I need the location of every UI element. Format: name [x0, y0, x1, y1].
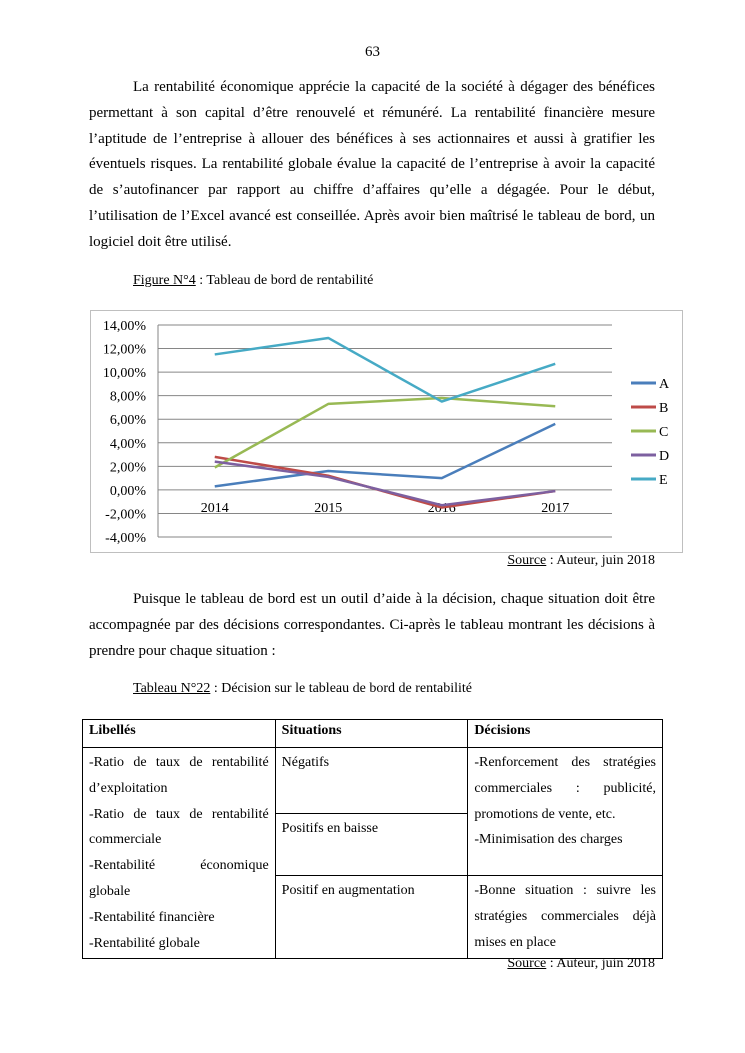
libelle-item: -Rentabilité économique globale: [89, 858, 269, 899]
figure-source-text: : Auteur, juin 2018: [546, 553, 655, 568]
legend-label: E: [659, 473, 668, 488]
table-caption: [133, 681, 472, 697]
series-line-C: [215, 398, 556, 467]
figure-source: [507, 553, 655, 569]
header-situations: Situations: [275, 720, 468, 748]
legend-label: B: [659, 401, 669, 416]
y-tick-label: -4,00%: [105, 531, 146, 546]
series-line-D: [215, 462, 556, 506]
x-tick-label: 2017: [541, 500, 570, 516]
page-number: 63: [365, 44, 380, 60]
line-chart: [91, 311, 682, 552]
y-tick-label: 6,00%: [109, 413, 146, 429]
legend-label: C: [659, 425, 669, 440]
chart-frame: [90, 310, 683, 553]
x-tick-label: 2014: [200, 500, 229, 516]
decision-item: -Bonne situation : suivre les stratégies commerciales déjà mises en place: [474, 883, 656, 950]
y-tick-label: 12,00%: [102, 342, 146, 358]
situation-cell: [275, 876, 468, 959]
libelle-item: -Ratio de taux de rentabilité commerciale: [89, 806, 269, 848]
paragraph-rentabilite: La rentabilité économique apprécie la capacité de la société à dégager des bénéfices permettant à son capital d’être renouvelé et rémunéré. La rentabilité financière mesure l’aptitude de l’entreprise à allouer des bénéfices à ses actionnaires et aussi à gratifier les éventuels risques. La rentabilité globale évalue la capacité de l’entreprise à avoir la capacité de s’autofinancer par rapport au chiffre d’affaires qu’elle a dégagée. Pour le début, l’utilisation de l’Excel avancé est conseillée. Après avoir bien maîtrisé le tableau de bord, un logiciel doit être utilisé.: [89, 79, 655, 250]
y-tick-label: 4,00%: [109, 436, 146, 452]
decision-cell: [468, 748, 663, 876]
y-tick-label: 14,00%: [102, 319, 146, 334]
figure-caption: [133, 273, 373, 289]
situation-positifs-baisse: Positifs en baisse: [281, 821, 379, 836]
table-source: [507, 956, 655, 972]
series-line-B: [215, 457, 556, 508]
series-line-A: [215, 424, 556, 486]
y-tick-label: 8,00%: [109, 389, 146, 405]
x-tick-label: 2015: [314, 500, 343, 516]
table-header-row: [83, 720, 663, 748]
header-libelles: Libellés: [83, 720, 276, 748]
y-tick-label: -2,00%: [105, 507, 146, 523]
y-tick-label: 10,00%: [102, 366, 146, 382]
situation-negatifs: Négatifs: [281, 755, 330, 770]
situation-cell: [275, 814, 468, 876]
legend-label: D: [659, 449, 670, 464]
y-tick-label: 2,00%: [109, 460, 146, 476]
decision-item: -Minimisation des charges: [474, 832, 623, 848]
table-caption-label: Tableau N°22: [133, 681, 211, 696]
libelles-cell: [83, 748, 276, 959]
situation-positif-augmentation: Positif en augmentation: [281, 883, 415, 898]
x-tick-label: 2016: [427, 500, 456, 516]
table-source-label: Source: [507, 956, 547, 971]
decision-cell: [468, 876, 663, 959]
figure-source-label: Source: [507, 553, 547, 568]
legend-label: A: [659, 377, 670, 392]
decision-table: [82, 719, 663, 959]
situation-cell: [275, 748, 468, 814]
table-row: [83, 748, 663, 814]
y-tick-label: 0,00%: [109, 483, 146, 499]
figure-caption-label: Figure N°4: [133, 273, 196, 288]
series-line-E: [215, 338, 556, 402]
libelle-item: -Ratio de taux de rentabilité d’exploitation: [89, 755, 269, 796]
table-caption-text: : Décision sur le tableau de bord de rentabilité: [210, 681, 472, 696]
paragraph-decision: Puisque le tableau de bord est un outil d’aide à la décision, chaque situation doit être accompagnée par des décisions correspondantes. Ci-après le tableau montrant les décisions à prendre pour chaque situation :: [89, 591, 655, 659]
libelle-item: -Rentabilité globale: [89, 935, 200, 951]
decision-item: -Renforcement des stratégies commerciales : publicité, promotions de vente, etc.: [474, 755, 656, 822]
figure-caption-text: : Tableau de bord de rentabilité: [195, 273, 374, 288]
table-source-text: : Auteur, juin 2018: [546, 956, 655, 971]
libelle-item: -Rentabilité financière: [89, 909, 215, 925]
header-decisions: Décisions: [468, 720, 663, 748]
